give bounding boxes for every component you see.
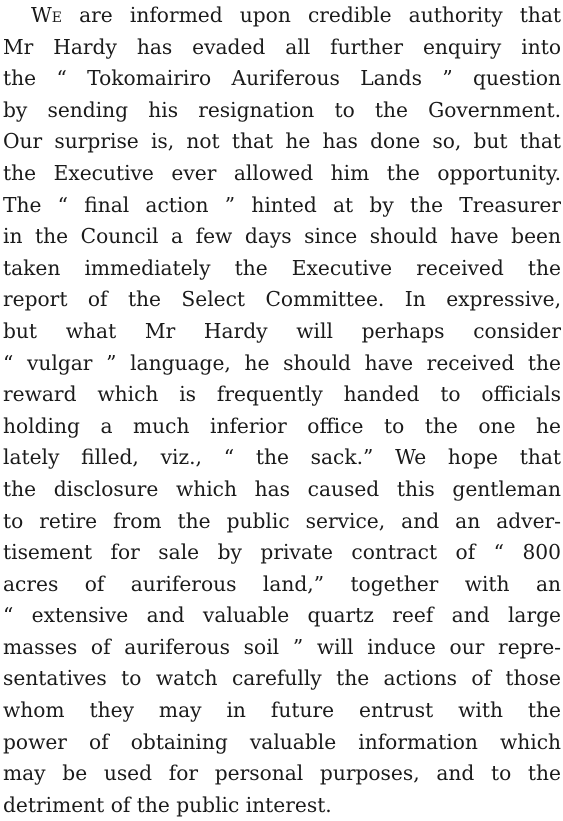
article-line-5: Our surprise is, not that he has done so, but that <box>3 129 561 154</box>
article-line-4: by sending his resignation to the Government. <box>3 97 561 122</box>
article-line-6: the Executive ever allowed him the opportunity. <box>3 160 561 185</box>
article-line-21: masses of auriferous soil ” will induce our repre- <box>3 634 561 659</box>
article-line-1-text: are informed upon credible authority that <box>61 3 561 27</box>
article-line-12: “ vulgar ” language, he should have received the <box>3 350 561 375</box>
article-line-1 <box>3 0 561 32</box>
article-line-26: detriment of the public interest. <box>3 792 332 817</box>
article-line-23: whom they may in future entrust with the <box>3 698 561 723</box>
article-line-8: in the Council a few days since should have been <box>3 224 561 249</box>
article-line-15: lately filled, viz., “ the sack.” We hope that <box>3 445 561 470</box>
article-line-10: report of the Select Committee. In expressive, <box>3 287 561 312</box>
article-line-3: the “ Tokomairiro Auriferous Lands ” question <box>3 66 561 91</box>
article-line-7: The “ final action ” hinted at by the Treasurer <box>3 192 561 217</box>
article-line-19: acres of auriferous land,” together with an <box>3 571 561 596</box>
article-line-13: reward which is frequently handed to officials <box>3 382 561 407</box>
article-line-24: power of obtaining valuable information which <box>3 729 561 754</box>
article-line-14: holding a much inferior office to the one he <box>3 413 561 438</box>
news-article <box>3 0 561 821</box>
article-line-11: but what Mr Hardy will perhaps consider <box>3 318 561 343</box>
article-lead-word: We <box>31 3 62 27</box>
article-line-9: taken immediately the Executive received the <box>3 255 561 280</box>
article-line-17: to retire from the public service, and an adver- <box>3 508 561 533</box>
article-line-16: the disclosure which has caused this gentleman <box>3 476 561 501</box>
article-line-18: tisement for sale by private contract of “ 800 <box>3 540 561 565</box>
article-line-22: sentatives to watch carefully the actions of those <box>3 666 561 691</box>
article-line-20: “ extensive and valuable quartz reef and large <box>3 603 561 628</box>
article-line-25: may be used for personal purposes, and to the <box>3 761 561 786</box>
article-line-2: Mr Hardy has evaded all further enquiry into <box>3 34 561 59</box>
